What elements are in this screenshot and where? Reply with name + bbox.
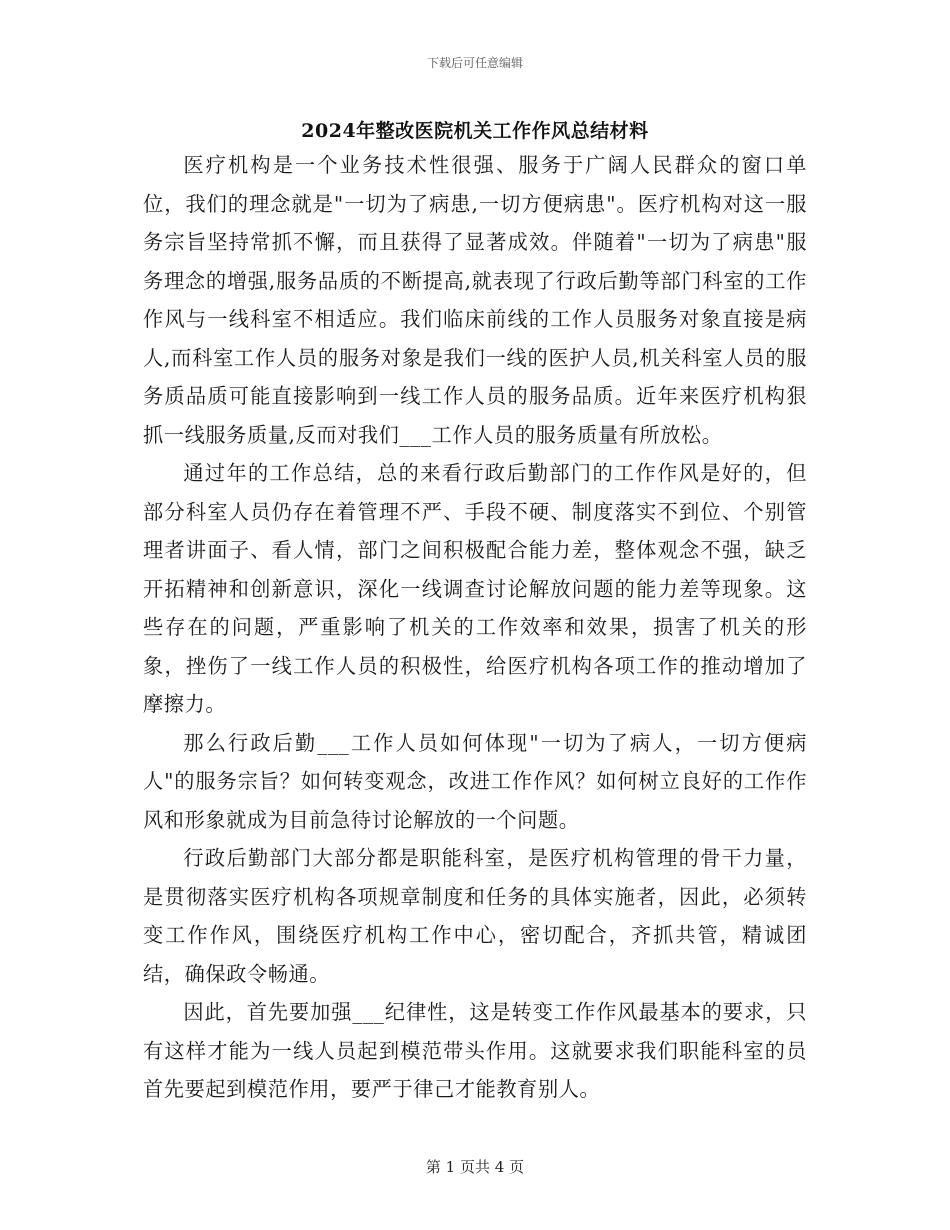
paragraph-2: 通过年的工作总结，总的来看行政后勤部门的工作作风是好的，但部分科室人员仍存在着管理不严、手段不硬、制度落实不到位、个别管理者讲面子、看人情，部门之间积极配合能力差，整体观念不强，缺乏开拓精神和创新意识，深化一线调查讨论解放问题的能力差等现象。这些存在的问题，严重影响了机关的工作效率和效果，损害了机关的形象，挫伤了一线工作人员的积极性，给医疗机构各项工作的推动增加了摩擦力。: [143, 461, 807, 716]
paragraph-3: 那么行政后勤___工作人员如何体现"一切为了病人，一切方便病人"的服务宗旨？如何转变观念，改进工作作风？如何树立良好的工作作风和形象就成为目前急待讨论解放的一个问题。: [143, 730, 807, 832]
document-title: 2024年整改医院机关工作作风总结材料: [301, 120, 649, 142]
paragraph-4: 行政后勤部门大部分都是职能科室，是医疗机构管理的骨干力量，是贯彻落实医疗机构各项规章制度和任务的具体实施者，因此，必须转变工作作风，围绕医疗机构工作中心，密切配合，齐抓共管，精诚团结，确保政令畅通。: [143, 846, 807, 986]
paragraph-1: 医疗机构是一个业务技术性很强、服务于广阔人民群众的窗口单位，我们的理念就是"一切为了病患,一切方便病患"。医疗机构对这一服务宗旨坚持常抓不懈，而且获得了显著成效。伴随着"一切为了病患"服务理念的增强,服务品质的不断提高,就表现了行政后勤等部门科室的工作作风与一线科室不相适应。我们临床前线的工作人员服务对象直接是病人,而科室工作人员的服务对象是我们一线的医护人员,机关科室人员的服务质品质可能直接影响到一线工作人员的服务品质。近年来医疗机构狠抓一线服务质量,反而对我们___工作人员的服务质量有所放松。: [143, 153, 807, 447]
header-note: 下载后可任意编辑: [426, 56, 523, 70]
document-body: [143, 146, 807, 1109]
page-footer: 第 1 页共 4 页: [425, 1158, 525, 1176]
paragraph-5: 因此，首先要加强___纪律性，这是转变工作作风最基本的要求，只有这样才能为一线人员起到模范带头作用。这就要求我们职能科室的员首先要起到模范作用，要严于律己才能教育别人。: [143, 1000, 807, 1101]
